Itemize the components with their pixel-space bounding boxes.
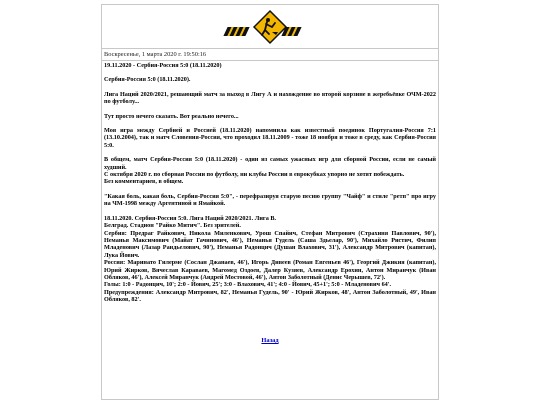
article-paragraph: Моя игра между Сербией и Россией (18.11.2020) напомнила как известный поединок Португалия-Россия 7:1 (13.10.2004), так и матч Словения-Россия, что проходил 18.11.2009 - тоже 18 ноября и тоже в среду, как Сербия-Россия 5:0.: [104, 127, 436, 149]
date-line: Воскресенье, 1 марта 2020 г. 19:50:16: [102, 49, 438, 61]
match-header: 18.11.2020. Сербия-Россия 5:0. Лига Наций 2020/2021. Лига В.: [104, 214, 277, 222]
article-paragraph: "Какая боль, какая боль, Сербия-Россия 5:0", - перефразируя старую песню группу "Чайф" и стиле "ретп" про игру на ЧМ-1998 между Аргентиной и Ямайкой.: [104, 192, 436, 208]
article-paragraph: Лига Наций 2020/2021, решающий матч за выход в Лигу А и нахождение во второй корзине в жеребьёвке ОЧМ-2022 по футболу...: [104, 90, 436, 106]
site-header: [102, 5, 438, 49]
construction-worker-icon: [222, 9, 318, 45]
article-paragraph: Сербия-Россия 5:0 (18.11.2020).: [104, 76, 191, 84]
match-venue: Белград. Стадион "Райко Митич". Без зрителей.: [104, 222, 241, 230]
article-paragraph: Тут просто нечего сказать. Вот реально нечего...: [104, 112, 239, 120]
article-body: [102, 61, 438, 304]
russia-lineup: Россия: Маринато Гилерме (Сослан Джанаев, 46'), Игорь Дивеев (Роман Евгеньев 46'), Георгий Джикия (капитан), Юрий Жирков, Вячеслав Караваев, Магомед Оздоев, Далер Кузяев, Александр Ерохин, Антон Миранчук (Иван Обляков, 46'), Алексей Миранчук (Андрей Мостовой, 46'), Антон Заболотный (Денис Черышев, 72').: [104, 259, 436, 281]
back-link[interactable]: Назад: [261, 337, 279, 344]
serbia-lineup: Сербия: Предраг Райкович, Никола Миленкович, Урош Спайич, Стефан Митрович (Страхиня Павлович, 90'), Неманья Максимович (Майат Гачинович, 46'), Неманья Гудель (Саша Здьелар, 90'), Михайло Ристич, Филип Младенович (Лазар Рандьелович, 90'), Неманья Радонцич (Душан Влахович, 31'), Александр Митрович (капитан), Лука Йович.: [104, 229, 436, 259]
article-title: 19.11.2020 - Сербия-Россия 5:0 (18.11.2020): [104, 62, 222, 69]
page-container: [101, 4, 439, 400]
cautions: Предупреждения: Александр Митрович, 82', Неманья Гудель, 90' - Юрий Жирков, 48', Антон Заболотный, 49', Иван Обляков, 82'.: [104, 288, 436, 304]
back-link-row: [102, 337, 438, 344]
article-paragraph: В общем, матч Сербия-Россия 5:0 (18.11.2020) - один из самых ужасных игр для сборной России, если не самый худший. С октября 2020 г. по сборная России по футболу, ни клубы России в еврокубках упорно не хотят побеждать. Без комментариев, в общем.: [104, 156, 436, 186]
goals: Голы: 1:0 - Радонцич, 10'; 2:0 - Йович, 25'; 3:0 - Влахович, 41'; 4:0 - Йович, 45+1'; 5:0 - Младенович 64'.: [104, 281, 392, 289]
